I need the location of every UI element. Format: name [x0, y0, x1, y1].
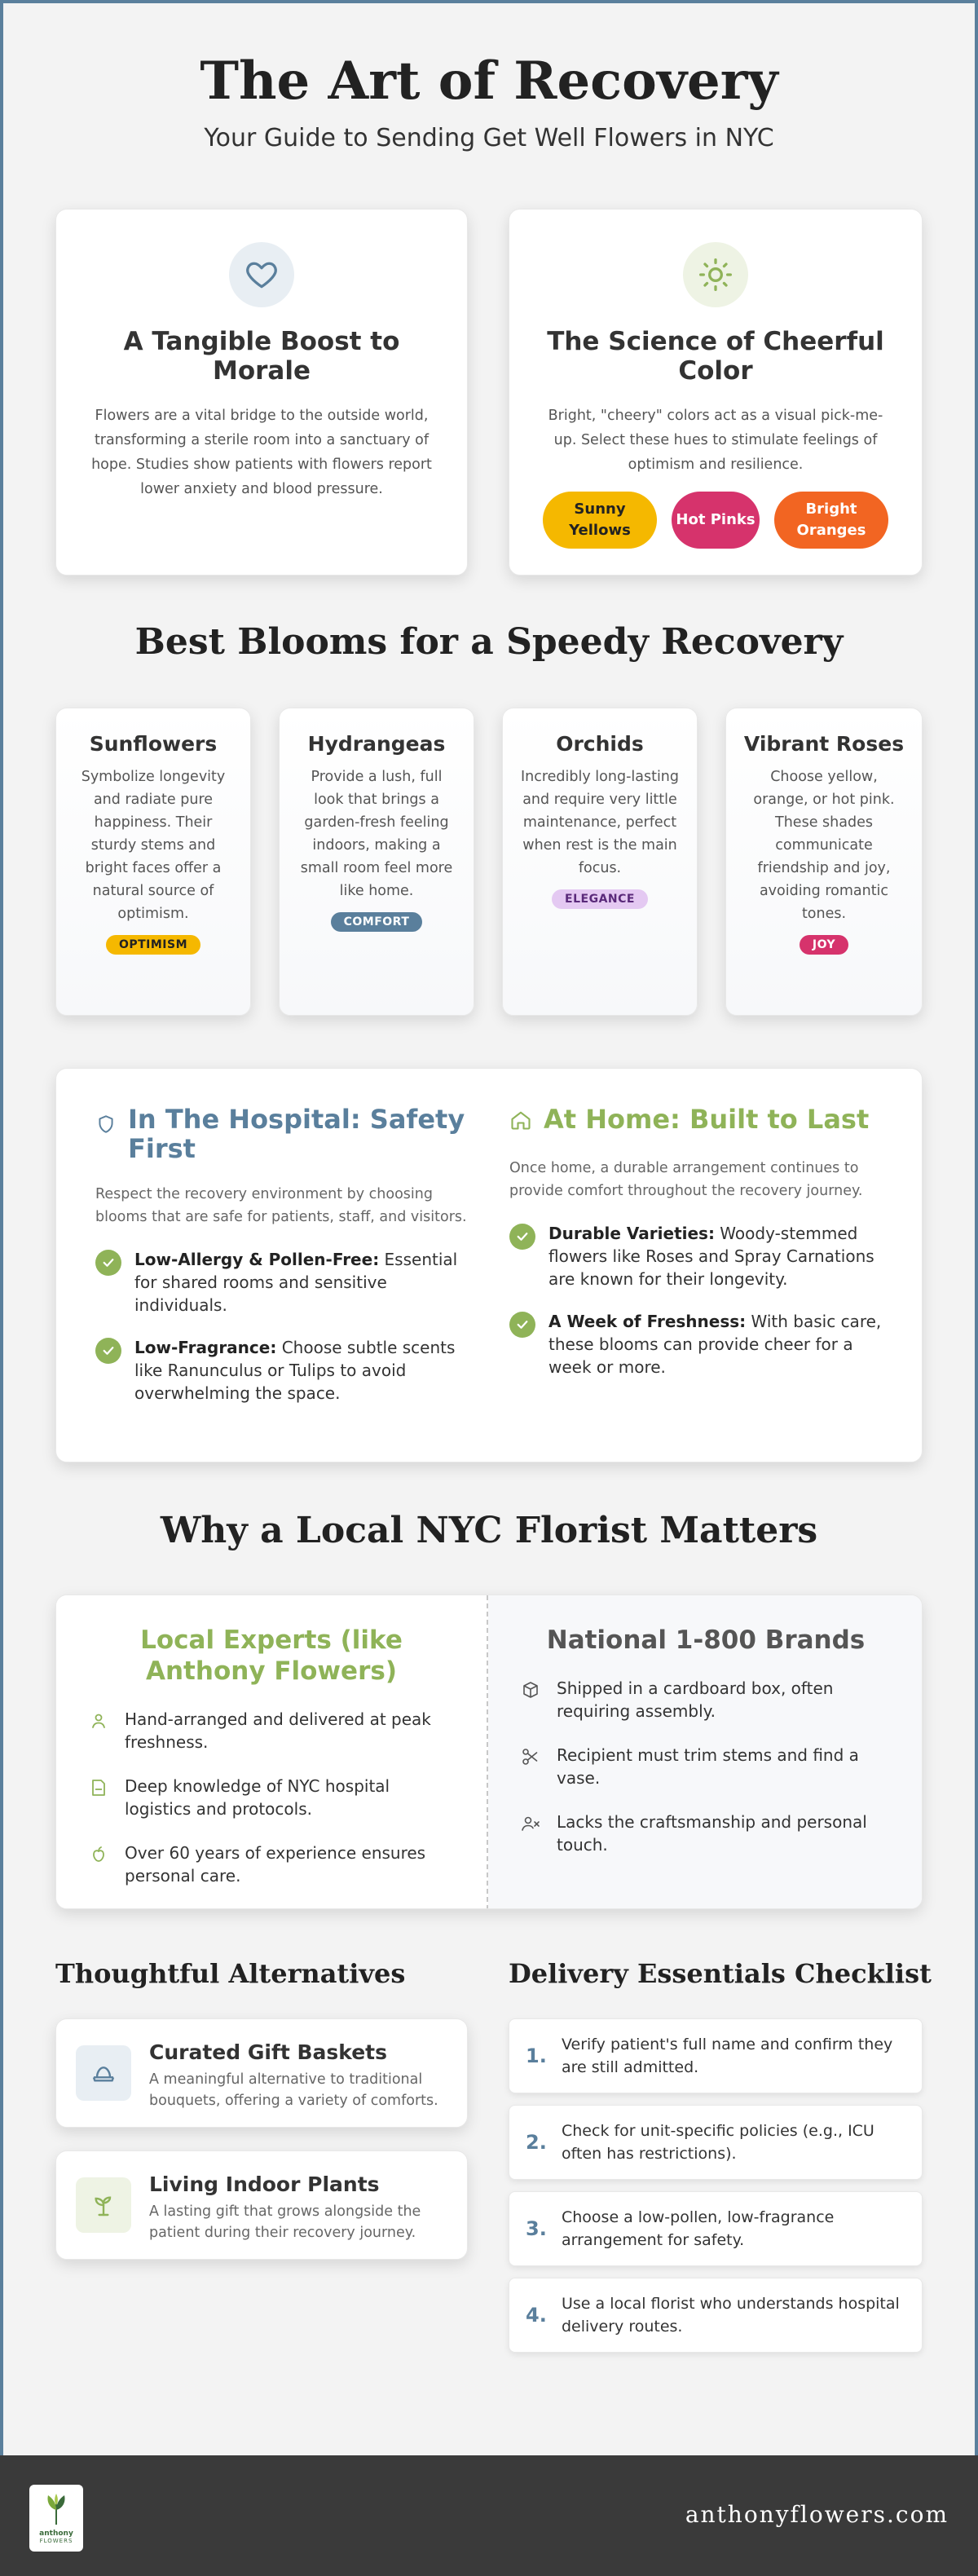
list-item [89, 1775, 454, 1820]
bloom-card-sunflowers [55, 708, 251, 1016]
alt-card-gift-baskets [55, 2018, 468, 2128]
check-icon [95, 1250, 121, 1276]
alt-text: A lasting gift that grows alongside the patient during their recovery journey. [149, 2203, 421, 2241]
alternatives-title: Thoughtful Alternatives [55, 1958, 406, 1989]
bloom-text: Provide a lush, full look that brings a garden-fresh feeling indoors, making a small room feel more like home. [300, 769, 453, 899]
bloom-badge: ELEGANCE [552, 889, 648, 909]
color-text: Bright, "cheery" colors act as a visual pick-me-up. Select these hues to stimulate feelings of optimism and resilience. [548, 408, 883, 473]
pill-sunny-yellows: Sunny Yellows [543, 492, 657, 549]
basket-icon [76, 2045, 131, 2101]
checklist-item [509, 2018, 923, 2093]
blooms-section-title: Best Blooms for a Speedy Recovery [134, 621, 844, 663]
check-icon [95, 1338, 121, 1364]
local-item-text: Deep knowledge of NYC hospital logistics and protocols. [125, 1776, 390, 1819]
bloom-text: Choose yellow, orange, or hot pink. These shades communicate friendship and joy, avoiding romantic tones. [753, 769, 895, 922]
box-icon [521, 1680, 540, 1700]
check-text [134, 1248, 470, 1317]
check-icon [509, 1224, 535, 1250]
national-brands-column [488, 1595, 923, 1909]
check-bold: Low-Allergy & Pollen-Free: [134, 1250, 380, 1269]
alt-text: A meaningful alternative to traditional bouquets, offering a variety of comforts. [149, 2071, 438, 2109]
home-column [509, 1105, 884, 1398]
local-experts-column [56, 1595, 488, 1909]
color-card [509, 209, 923, 576]
checklist-item [509, 2105, 923, 2180]
checklist-number: 3. [526, 2217, 547, 2240]
hospital-column [95, 1105, 470, 1424]
bloom-name: Orchids [556, 732, 644, 756]
bloom-card-roses [725, 708, 923, 1016]
page-subtitle: Your Guide to Sending Get Well Flowers in NYC [204, 124, 774, 152]
alt-card-indoor-plants [55, 2150, 468, 2260]
national-item-text: Recipient must trim stems and find a vase. [557, 1745, 859, 1788]
check-item [95, 1336, 470, 1405]
local-item-text: Hand-arranged and delivered at peak freshness. [125, 1709, 431, 1752]
home-heading [509, 1105, 884, 1137]
bloom-name: Sunflowers [89, 732, 218, 756]
check-icon [509, 1312, 535, 1338]
flower-logo-icon [40, 2492, 73, 2528]
bloom-badge: COMFORT [331, 912, 423, 932]
check-item [95, 1248, 470, 1317]
bloom-badge: JOY [800, 935, 848, 955]
bloom-name: Vibrant Roses [743, 732, 905, 756]
checklist-title: Delivery Essentials Checklist [509, 1958, 932, 1989]
house-icon [509, 1108, 532, 1137]
bloom-text: Symbolize longevity and radiate pure happiness. Their sturdy stems and bright faces offer a natural source of optimism. [81, 769, 226, 922]
check-body: Choose subtle scents like Ranunculus or Tulips to avoid overwhelming the space. [134, 1338, 456, 1403]
list-item [89, 1708, 454, 1753]
logo-brand-text: anthony [39, 2530, 73, 2538]
morale-card [55, 209, 468, 576]
shield-icon [95, 1111, 117, 1140]
home-title: At Home: Built to Last [544, 1104, 870, 1135]
list-item [521, 1744, 891, 1789]
check-bold: Durable Varieties: [548, 1224, 715, 1243]
scissors-icon [521, 1747, 540, 1767]
national-item-text: Shipped in a cardboard box, often requiring assembly. [557, 1678, 834, 1721]
alt-title: Living Indoor Plants [149, 2172, 380, 2196]
morale-title: A Tangible Boost to Morale [123, 327, 400, 386]
hospital-title: In The Hospital: Safety First [128, 1104, 465, 1164]
check-body: Essential for shared rooms and sensitive individuals. [134, 1250, 458, 1315]
person-icon [89, 1711, 108, 1731]
checklist-number: 2. [526, 2131, 547, 2154]
bloom-text: Incredibly long-lasting and require very little maintenance, perfect when rest is the main focus. [520, 769, 680, 876]
check-text [134, 1336, 470, 1405]
apple-icon [89, 1845, 108, 1864]
user-x-icon [521, 1814, 540, 1833]
alt-title: Curated Gift Baskets [149, 2040, 388, 2064]
home-intro: Once home, a durable arrangement continues to provide comfort throughout the recovery journey. [509, 1160, 863, 1199]
bloom-name: Hydrangeas [307, 732, 446, 756]
heart-icon [229, 242, 294, 307]
check-body: Woody-stemmed flowers like Roses and Spray Carnations are known for their longevity. [548, 1224, 874, 1289]
bloom-card-orchids [502, 708, 698, 1016]
plant-icon [76, 2177, 131, 2233]
pill-bright-oranges: Bright Oranges [774, 492, 888, 549]
checklist-number: 4. [526, 2304, 547, 2327]
national-brands-title: National 1-800 Brands [546, 1625, 866, 1655]
local-item-text: Over 60 years of experience ensures personal care. [125, 1843, 426, 1886]
hospital-heading [95, 1105, 470, 1163]
logo[interactable] [29, 2485, 83, 2552]
checklist-text: Verify patient's full name and confirm they are still admitted. [562, 2036, 893, 2076]
checklist-text: Check for unit-specific policies (e.g., ICU often has restrictions). [562, 2122, 874, 2163]
check-item [509, 1222, 884, 1290]
checklist-item [509, 2191, 923, 2266]
bloom-badge: OPTIMISM [106, 935, 200, 955]
national-item-text: Lacks the craftsmanship and personal touch. [557, 1812, 867, 1855]
logo-brand-subtext: FLOWERS [39, 2538, 73, 2544]
bloom-card-hydrangeas [279, 708, 474, 1016]
list-item [521, 1811, 891, 1856]
page-title: The Art of Recovery [200, 51, 778, 112]
checklist-number: 1. [526, 2044, 547, 2067]
pill-hot-pinks: Hot Pinks [672, 492, 760, 549]
check-bold: Low-Fragrance: [134, 1338, 277, 1357]
comparison-card [55, 1595, 923, 1909]
local-section-title: Why a Local NYC Florist Matters [160, 1510, 818, 1551]
hospital-intro: Respect the recovery environment by choosing blooms that are safe for patients, staff, and visitors. [95, 1186, 467, 1225]
morale-text: Flowers are a vital bridge to the outside world, transforming a sterile room into a sanctuary of hope. Studies show patients with flowers report lower anxiety and blood pressure. [91, 408, 432, 497]
check-body: With basic care, these blooms can provide cheer for a week or more. [548, 1312, 882, 1377]
checklist-text: Choose a low-pollen, low-fragrance arrangement for safety. [562, 2208, 835, 2249]
local-experts-title: Local Experts (like Anthony Flowers) [140, 1625, 403, 1686]
list-item [521, 1677, 891, 1722]
color-title: The Science of Cheerful Color [547, 327, 884, 386]
checklist-item [509, 2278, 923, 2353]
color-pills [539, 492, 892, 549]
check-bold: A Week of Freshness: [548, 1312, 747, 1331]
footer-url[interactable]: anthonyflowers.com [685, 2501, 949, 2528]
list-item [89, 1842, 454, 1887]
footer [0, 2455, 978, 2576]
checklist-text: Use a local florist who understands hospital delivery routes. [562, 2295, 900, 2336]
sun-icon [683, 242, 748, 307]
safety-card [55, 1068, 923, 1462]
check-text [548, 1310, 884, 1378]
document-icon [89, 1778, 108, 1797]
check-text [548, 1222, 884, 1290]
check-item [509, 1310, 884, 1378]
